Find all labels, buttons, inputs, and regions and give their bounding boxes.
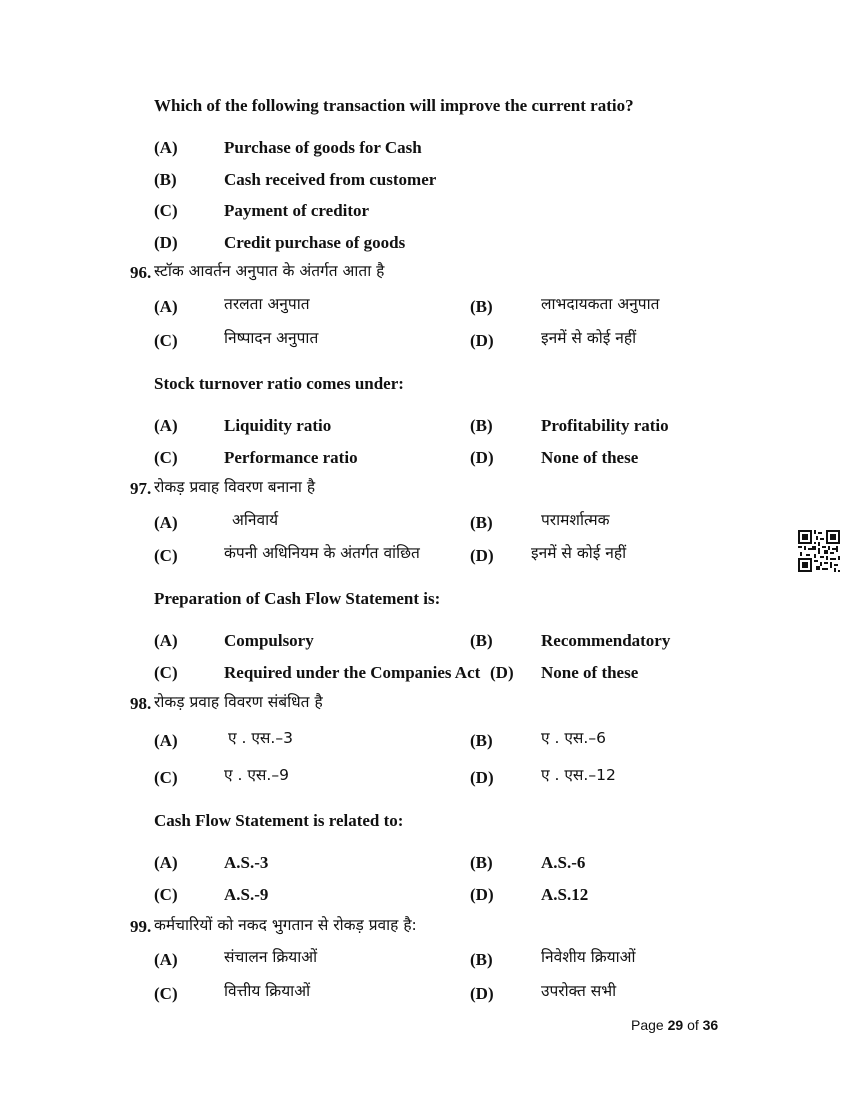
option-label: (A) (154, 950, 178, 969)
question-98-hindi: रोकड़ प्रवाह विवरण संबंधित है (154, 693, 323, 711)
option-text: ए . एस.–9 (224, 766, 289, 784)
option-label: (A) (154, 853, 178, 872)
option-label: (B) (154, 170, 177, 189)
option-label: (C) (154, 984, 178, 1003)
total-pages-number: 36 (702, 1017, 719, 1033)
qr-code-icon (798, 530, 840, 572)
option-text: Credit purchase of goods (224, 233, 406, 252)
option-label: (D) (470, 885, 494, 904)
option-text: None of these (541, 448, 639, 467)
option-label: (C) (154, 201, 178, 220)
option-text: A.S.-6 (541, 853, 586, 872)
option-text: Performance ratio (224, 448, 358, 467)
option-text: ए . एस.–3 (228, 729, 293, 747)
option-text: संचालन क्रियाओं (224, 948, 318, 966)
question-97-hindi: रोकड़ प्रवाह विवरण बनाना है (154, 478, 316, 496)
option-label: (A) (154, 138, 178, 157)
option-text: A.S.-9 (224, 885, 269, 904)
option-label: (C) (154, 885, 178, 904)
option-text: ए . एस.–12 (541, 766, 616, 784)
question-96-hindi: स्टॉक आवर्तन अनुपात के अंतर्गत आता है (154, 262, 385, 280)
option-label: (D) (154, 233, 178, 252)
option-text: Required under the Companies Act (224, 663, 481, 682)
option-label: (A) (154, 297, 178, 316)
question-number: 96. (130, 263, 152, 282)
option-label: (A) (154, 513, 178, 532)
option-label: (B) (470, 297, 493, 316)
question-95-text: Which of the following transaction will improve the current ratio? (154, 96, 634, 115)
of-word: of (687, 1017, 699, 1033)
option-text: कंपनी अधिनियम के अंतर्गत वांछित (224, 544, 420, 562)
current-page-number: 29 (667, 1017, 684, 1033)
question-97-english: Preparation of Cash Flow Statement is: (154, 589, 441, 608)
option-text: A.S.12 (541, 885, 589, 904)
option-text: Purchase of goods for Cash (224, 138, 422, 157)
question-number: 97. (130, 479, 152, 498)
option-label: (D) (470, 768, 494, 787)
option-text: ए . एस.–6 (541, 729, 606, 747)
option-label: (D) (470, 331, 494, 350)
option-text: लाभदायकता अनुपात (541, 295, 660, 313)
option-text: अनिवार्य (232, 511, 279, 529)
option-text: तरलता अनुपात (224, 295, 310, 313)
option-text: A.S.-3 (224, 853, 269, 872)
question-96-english: Stock turnover ratio comes under: (154, 374, 404, 393)
option-label: (B) (470, 950, 493, 969)
question-99-hindi: कर्मचारियों को नकद भुगतान से रोकड़ प्रवाह है: (154, 916, 417, 934)
option-label: (D) (490, 663, 514, 682)
option-text: निवेशीय क्रियाओं (541, 948, 636, 966)
option-label: (C) (154, 448, 178, 467)
question-98-english: Cash Flow Statement is related to: (154, 811, 404, 830)
option-text: Recommendatory (541, 631, 671, 650)
option-label: (C) (154, 768, 178, 787)
option-text: Compulsory (224, 631, 314, 650)
option-label: (A) (154, 416, 178, 435)
option-text: Payment of creditor (224, 201, 370, 220)
option-text: वित्तीय क्रियाओं (224, 982, 311, 1000)
option-label: (D) (470, 448, 494, 467)
option-text: Liquidity ratio (224, 416, 332, 435)
option-label: (B) (470, 853, 493, 872)
option-text: None of these (541, 663, 639, 682)
option-text: निष्पादन अनुपात (224, 329, 319, 347)
option-label: (B) (470, 731, 493, 750)
option-text: Profitability ratio (541, 416, 669, 435)
option-text: इनमें से कोई नहीं (531, 544, 627, 562)
option-text: उपरोक्त सभी (541, 982, 617, 1000)
option-text: इनमें से कोई नहीं (541, 329, 637, 347)
option-label: (A) (154, 631, 178, 650)
option-label: (C) (154, 331, 178, 350)
option-label: (B) (470, 513, 493, 532)
page-word: Page (631, 1017, 664, 1033)
question-number: 98. (130, 694, 152, 713)
option-label: (C) (154, 546, 178, 565)
option-label: (B) (470, 416, 493, 435)
option-text: परामर्शात्मक (541, 511, 610, 529)
option-label: (B) (470, 631, 493, 650)
question-number: 99. (130, 917, 152, 936)
option-text: Cash received from customer (224, 170, 437, 189)
option-label: (D) (470, 546, 494, 565)
option-label: (C) (154, 663, 178, 682)
option-label: (A) (154, 731, 178, 750)
page-indicator (631, 1018, 718, 1032)
option-label: (D) (470, 984, 494, 1003)
